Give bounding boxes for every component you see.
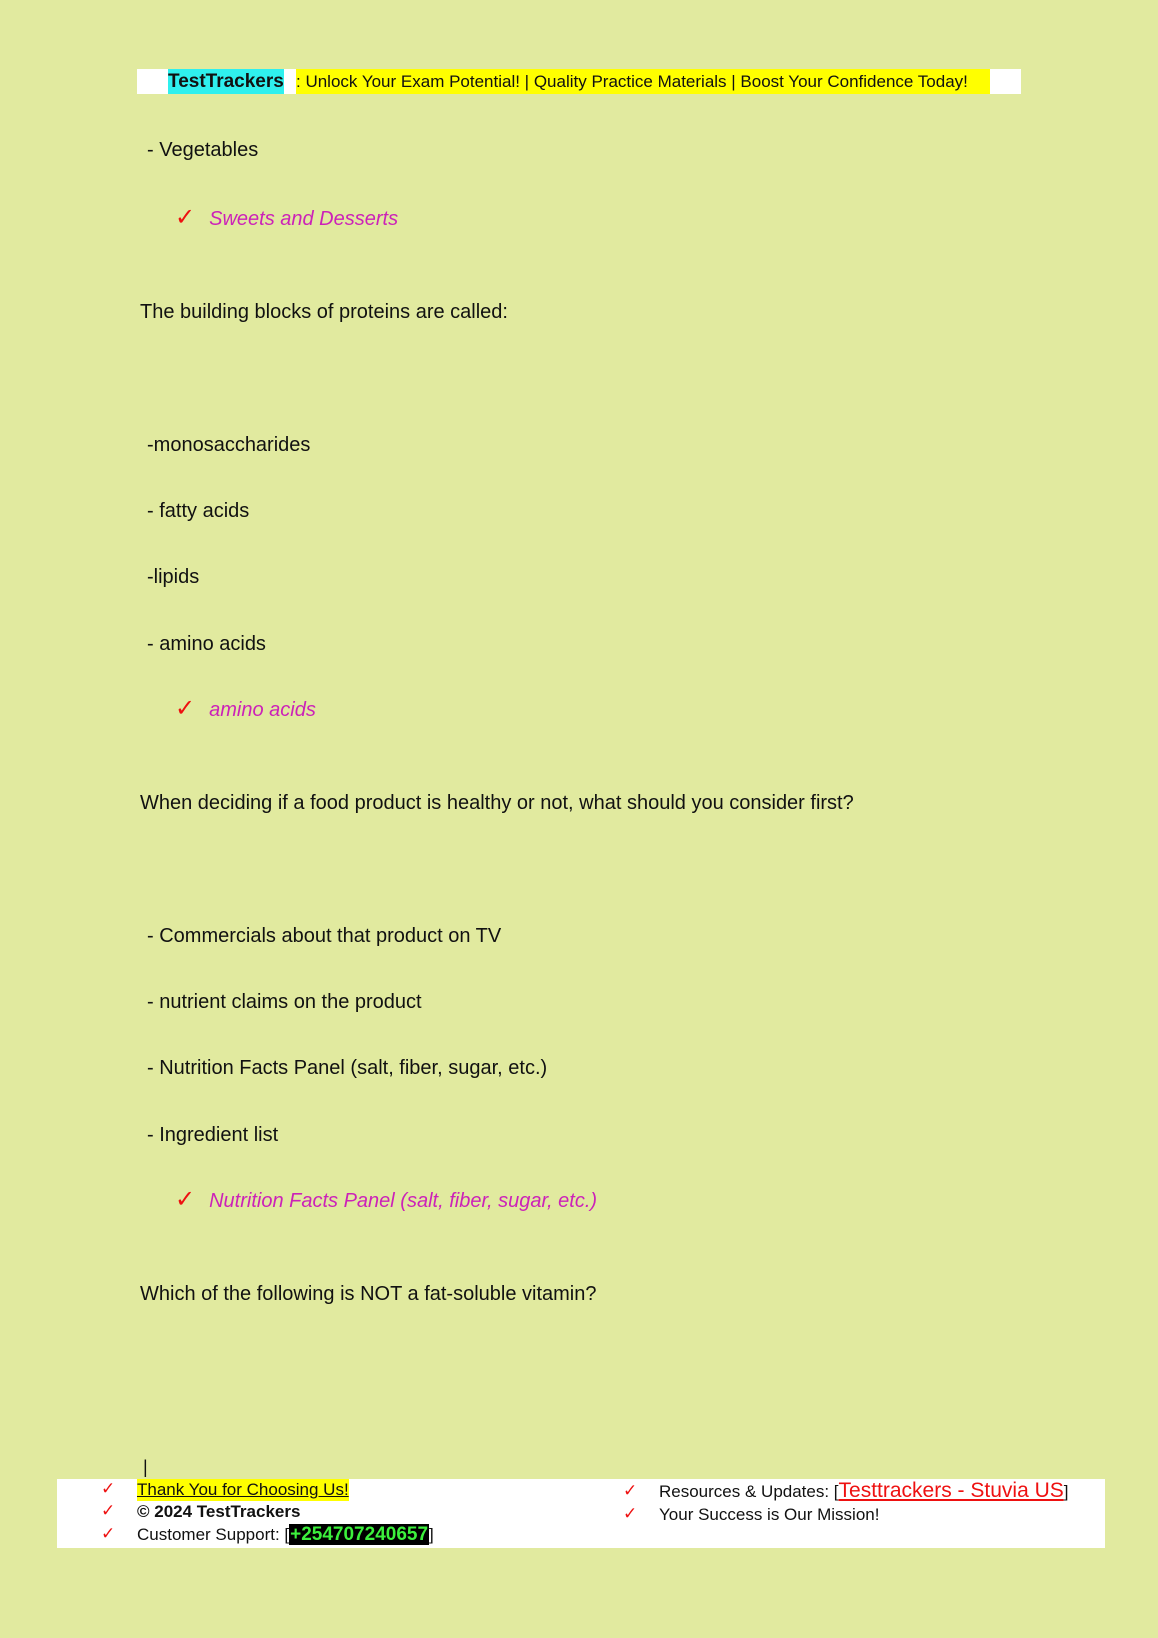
check-icon: ✓ [623, 1481, 638, 1500]
question-3: Which of the following is NOT a fat-soluble vitamin? [140, 1283, 597, 1305]
resources-close: ] [1063, 1482, 1069, 1501]
q1-option-1: -monosaccharides [147, 434, 311, 456]
support-label: Customer Support: [ [137, 1525, 290, 1544]
q2-option-3: - Nutrition Facts Panel (salt, fiber, sugar, etc.) [147, 1057, 548, 1079]
check-icon: ✓ [175, 1186, 196, 1213]
text-cursor: | [143, 1457, 148, 1477]
answer-text: amino acids [209, 699, 316, 721]
q1-answer-line [175, 694, 316, 723]
q2-answer-line [175, 1185, 597, 1214]
footer [57, 1479, 1105, 1548]
thanks-text: Thank You for Choosing Us! [137, 1480, 349, 1499]
q2-option-2: - nutrient claims on the product [147, 991, 422, 1013]
q1-option-3: -lipids [147, 566, 200, 588]
header-tagline: : Unlock Your Exam Potential! | Quality Practice Materials | Boost Your Confidence Today! [296, 69, 990, 94]
resources-link[interactable]: Testtrackers - Stuvia US [838, 1479, 1064, 1502]
header-banner [137, 69, 1021, 94]
q1-option-2: - fatty acids [147, 500, 250, 522]
resources-updates [659, 1480, 1069, 1503]
question-1: The building blocks of proteins are called: [140, 301, 508, 323]
answer-text: Sweets and Desserts [209, 208, 399, 230]
resources-label: Resources & Updates: [ [659, 1482, 839, 1501]
success-text: Your Success is Our Mission! [659, 1505, 880, 1524]
support-close: ] [429, 1525, 434, 1544]
brand-name: TestTrackers [168, 71, 284, 92]
check-icon: ✓ [101, 1479, 116, 1498]
q2-option-4: - Ingredient list [147, 1124, 279, 1146]
question-2: When deciding if a food product is healthy or not, what should you consider first? [140, 792, 854, 814]
q2-option-1: - Commercials about that product on TV [147, 925, 502, 947]
copyright-text: © 2024 TestTrackers [137, 1502, 301, 1521]
option-vegetables: - Vegetables [147, 139, 259, 161]
answer-text: Nutrition Facts Panel (salt, fiber, sugar, etc.) [209, 1190, 598, 1212]
check-icon: ✓ [101, 1524, 116, 1543]
customer-support [137, 1524, 434, 1546]
q1-option-4: - amino acids [147, 633, 266, 655]
answer-line [175, 203, 398, 232]
support-phone-link[interactable]: +254707240657 [290, 1524, 429, 1545]
check-icon: ✓ [175, 695, 196, 722]
check-icon: ✓ [101, 1501, 116, 1520]
check-icon: ✓ [623, 1504, 638, 1523]
check-icon: ✓ [175, 204, 196, 231]
